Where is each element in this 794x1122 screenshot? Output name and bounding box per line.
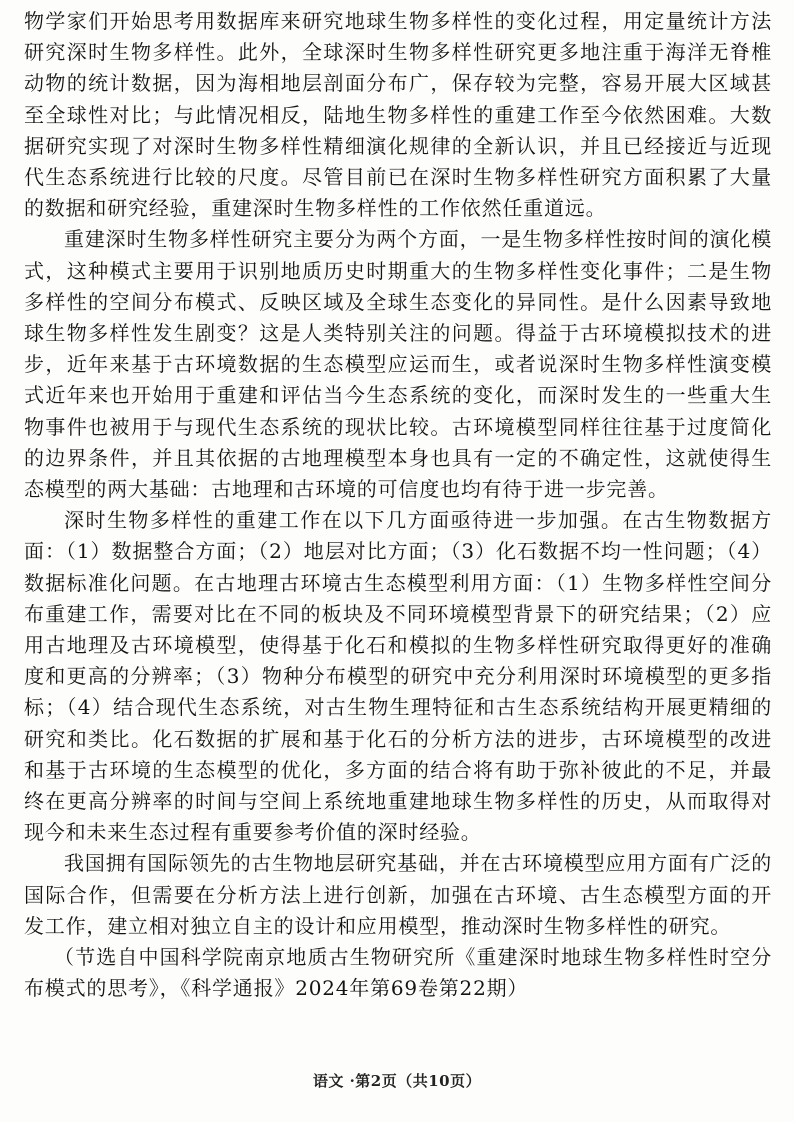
source-citation: （节选自中国科学院南京地质古生物研究所《重建深时地球生物多样性时空分布模式的思考》，《科学通报》2024年第69卷第22期） [24, 945, 772, 1001]
page-footer: 语文 ·第2页（共10页） [312, 1072, 482, 1090]
paragraph-2: 重建深时生物多样性研究主要分为两个方面，一是生物多样性按时间的演化模式，这种模式主要用于识别地质历史时期重大的生物多样性变化事件；二是生物多样性的空间分布模式、反映区域及全球生态变化的异同性。是什么因素导致地球生物多样性发生剧变？这是人类特别关注的问题。得益于古环境模拟技术的进步，近年来基于古环境数据的生态模型应运而生，或者说深时生物多样性演变模式近年来也开始用于重建和评估当今生态系统的变化，而深时发生的一些重大生物事件也被用于与现代生态系统的现状比较。古环境模型同样往往基于过度简化的边界条件，并且其依据的古地理模型本身也具有一定的不确定性，这就使得生态模型的两大基础：古地理和古环境的可信度也均有待于进一步完善。 [24, 227, 772, 502]
paragraph-1: 物学家们开始思考用数据库来研究地球生物多样性的变化过程，用定量统计方法研究深时生物多样性。此外，全球深时生物多样性研究更多地注重于海洋无脊椎动物的统计数据，因为海相地层剖面分布广，保存较为完整，容易开展大区域甚至全球性对比；与此情况相反，陆地生物多样性的重建工作至今依然困难。大数据研究实现了对深时生物多样性精细演化规律的全新认识，并且已经接近与近现代生态系统进行比较的尺度。尽管目前已在深时生物多样性研究方面积累了大量的数据和研究经验，重建深时生物多样性的工作依然任重道远。 [24, 9, 772, 221]
paragraph-3: 深时生物多样性的重建工作在以下几方面亟待进一步加强。在古生物数据方面：（1）数据整合方面；（2）地层对比方面；（3）化石数据不均一性问题；（4）数据标准化问题。在古地理古环境古生态模型利用方面：（1）生物多样性空间分布重建工作，需要对比在不同的板块及不同环境模型背景下的研究结果；（2）应用古地理及古环境模型，使得基于化石和模拟的生物多样性研究取得更好的准确度和更高的分辨率；（3）物种分布模型的研究中充分利用深时环境模型的更多指标；（4）结合现代生态系统，对古生物生理特征和古生态系统结构开展更精细的研究和类比。化石数据的扩展和基于化石的分析方法的进步，古环境模型的改进和基于古环境的生态模型的优化，多方面的结合将有助于弥补彼此的不足，并最终在更高分辨率的时间与空间上系统地重建地球生物多样性的历史，从而取得对现今和未来生态过程有重要参考价值的深时经验。 [24, 508, 772, 845]
paragraph-4: 我国拥有国际领先的古生物地层研究基础，并在古环境模型应用方面有广泛的国际合作，但需要在分析方法上进行创新，加强在古环境、古生态模型方面的开发工作，建立相对独立自主的设计和应用模型，推动深时生物多样性的研究。 [24, 851, 772, 938]
article-body [24, 6, 772, 1005]
